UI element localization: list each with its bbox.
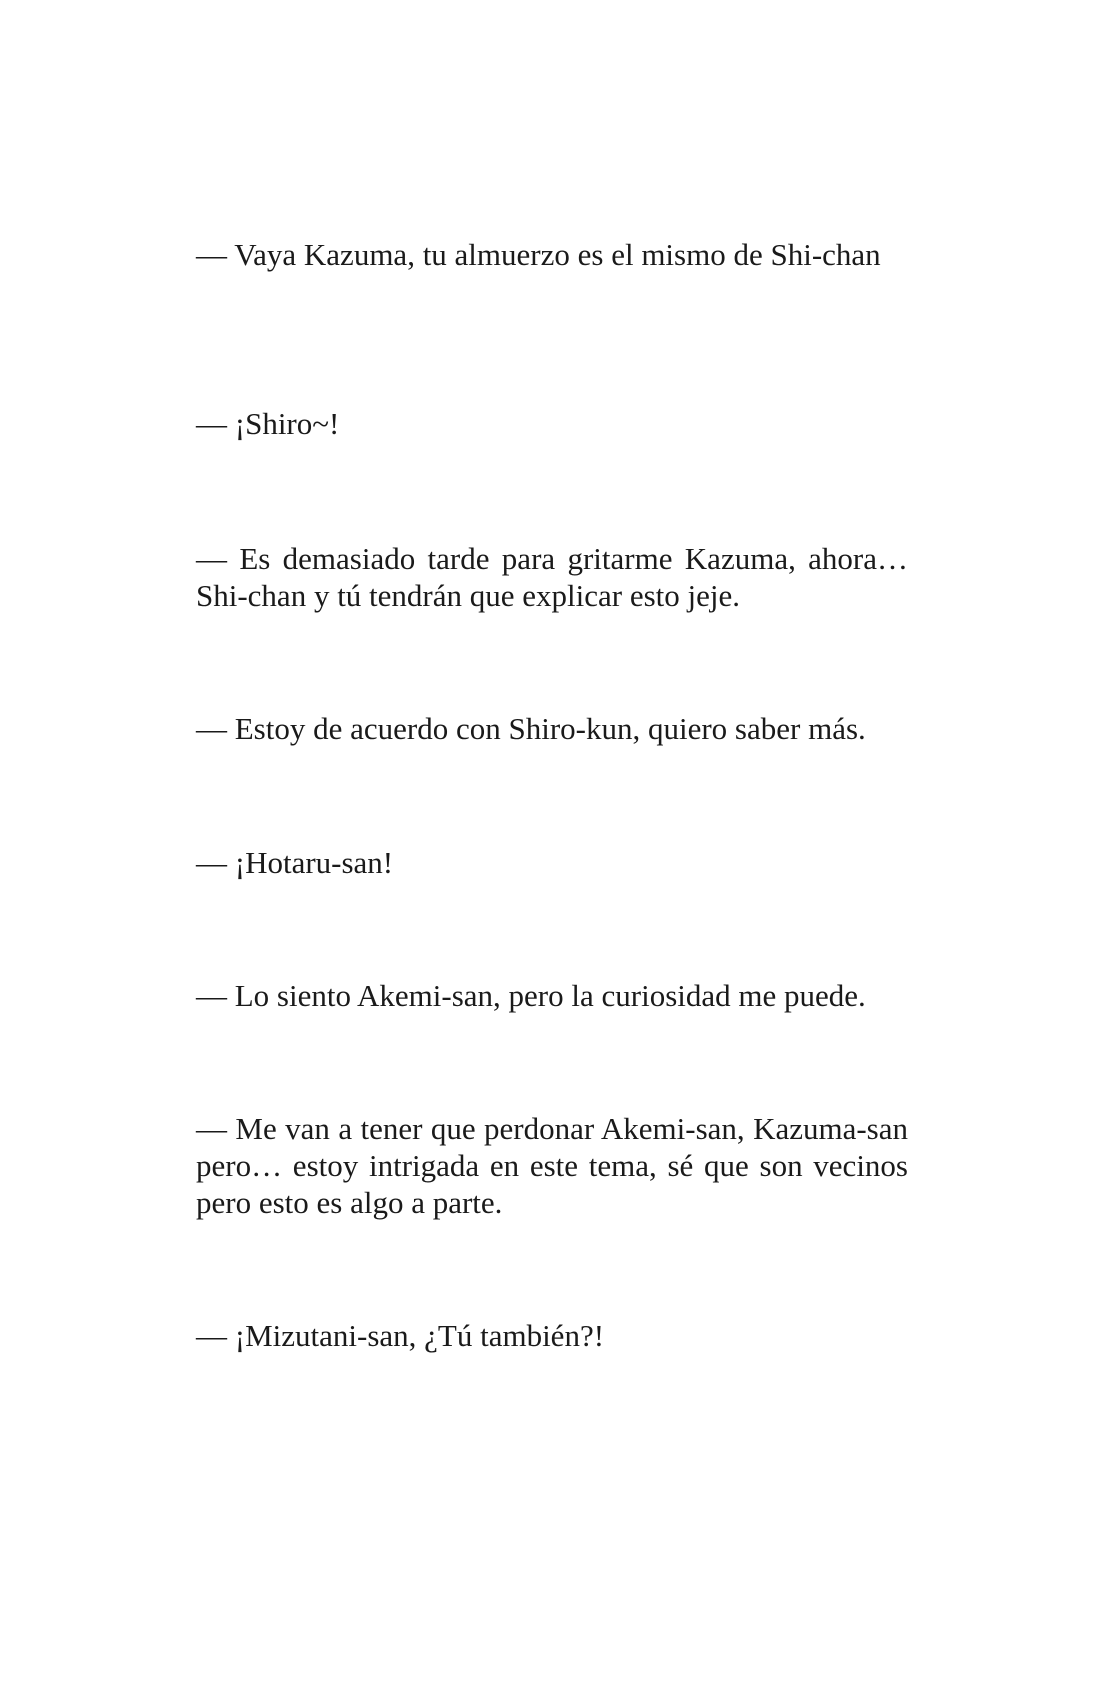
dialogue-paragraph-5: — ¡Hotaru-san! [196, 845, 394, 880]
dialogue-paragraph-2: — ¡Shiro~! [196, 406, 340, 441]
dialogue-paragraph-8: — ¡Mizutani-san, ¿Tú también?! [196, 1318, 605, 1353]
dialogue-paragraph-1: — Vaya Kazuma, tu almuerzo es el mismo de Shi-chan [196, 237, 881, 272]
dialogue-paragraph-3: — Es demasiado tarde para gritarme Kazuma, ahora… Shi-chan y tú tendrán que explicar esto jeje. [196, 541, 908, 613]
dialogue-paragraph-6: — Lo siento Akemi-san, pero la curiosidad me puede. [196, 978, 866, 1013]
dialogue-paragraph-4: — Estoy de acuerdo con Shiro-kun, quiero saber más. [196, 711, 866, 746]
dialogue-paragraph-7: — Me van a tener que perdonar Akemi-san, Kazuma-san pero… estoy intrigada en este tema, sé que son vecinos pero esto es algo a parte. [196, 1111, 908, 1220]
